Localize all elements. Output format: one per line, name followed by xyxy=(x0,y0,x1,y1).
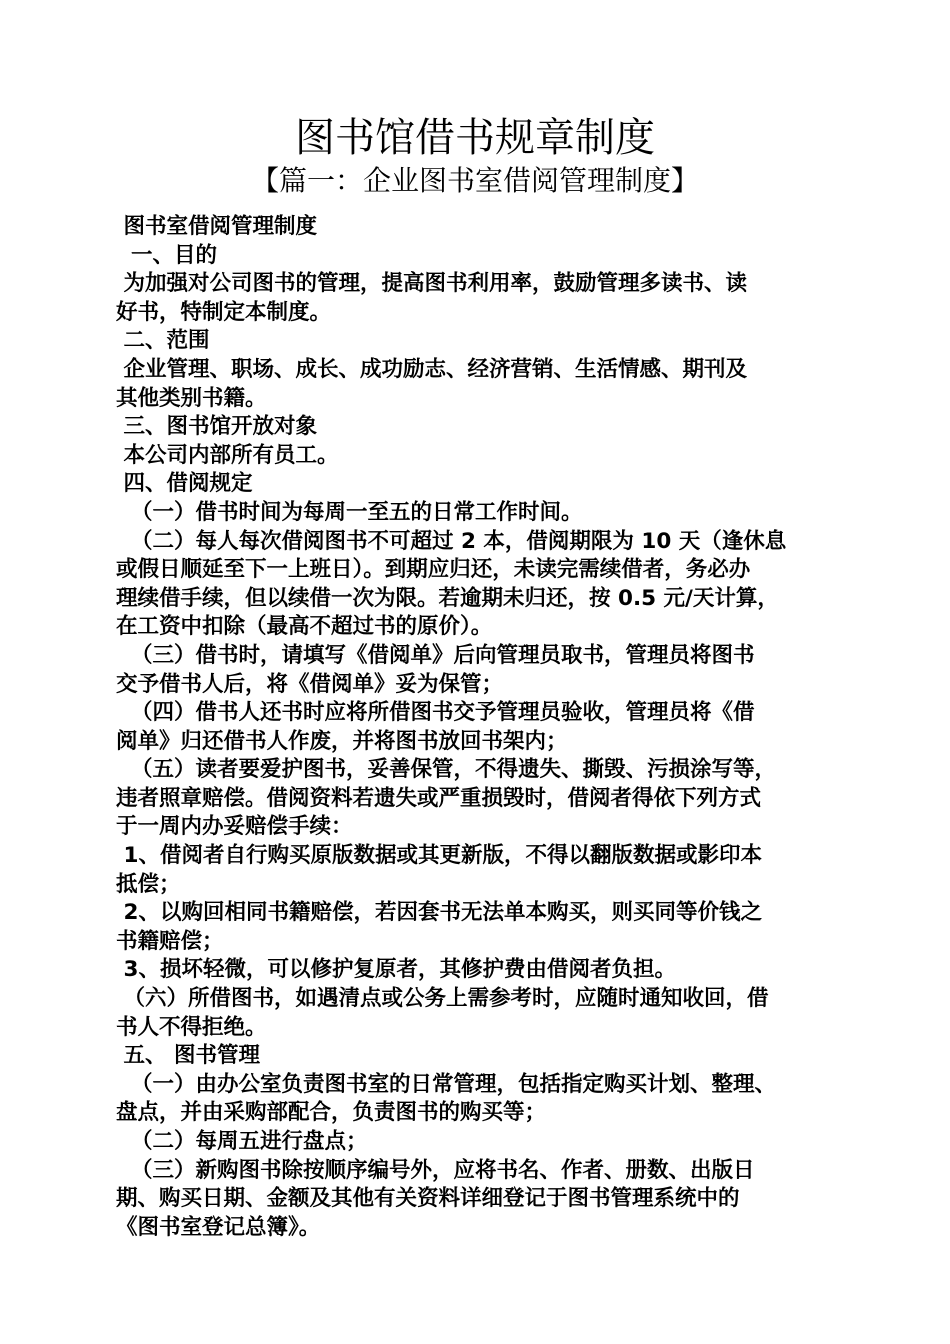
paragraph-line: （二）每周五进行盘点； xyxy=(116,1129,368,1154)
paragraph-line: 《图书室登记总簿》。 xyxy=(116,1214,321,1240)
paragraph-line: 1、借阅者自行购买原版数据或其更新版，不得以翻版数据或影印本 xyxy=(116,843,762,869)
paragraph-line: 为加强对公司图书的管理，提高图书利用率，鼓励管理多读书、读 xyxy=(116,271,747,297)
paragraph-line: （六）所借图书，如遇清点或公务上需参考时，应随时通知收回，借 xyxy=(116,986,769,1012)
paragraph-line: 抵偿； xyxy=(116,871,181,897)
paragraph-line: 五、 图书管理 xyxy=(116,1043,260,1069)
paragraph-line: 图书室借阅管理制度 xyxy=(116,214,317,239)
paragraph-line: 书人不得拒绝。 xyxy=(116,1014,267,1040)
paragraph-line: 交予借书人后，将《借阅单》妥为保管； xyxy=(116,671,504,697)
paragraph-line: 理续借手续，但以续借一次为限。若逾期未归还，按 0.5 元/天计算， xyxy=(116,585,779,611)
paragraph-line: （五）读者要爱护图书，妥善保管，不得遗失、撕毁、污损涂写等， xyxy=(116,757,776,783)
paragraph-line: 本公司内部所有员工。 xyxy=(116,442,339,468)
document-body xyxy=(116,213,838,1242)
paragraph-line: 好书，特制定本制度。 xyxy=(116,299,332,325)
paragraph-line: 或假日顺延至下一上班日）。到期应归还，未读完需续借者，务必办 xyxy=(116,557,751,583)
paragraph-line: 于一周内办妥赔偿手续： xyxy=(116,814,353,840)
paragraph-line: 期、购买日期、金额及其他有关资料详细登记于图书管理系统中的 xyxy=(116,1186,740,1212)
paragraph-line: 二、范围 xyxy=(116,328,210,354)
paragraph-line: （三）借书时，请填写《借阅单》后向管理员取书，管理员将图书 xyxy=(116,642,755,668)
paragraph-line: 企业管理、职场、成长、成功励志、经济营销、生活情感、期刊及 xyxy=(116,356,747,382)
document-subtitle: 【篇一：企业图书室借阅管理制度】 xyxy=(250,164,699,197)
paragraph-line: （一）由办公室负责图书室的日常管理，包括指定购买计划、整理、 xyxy=(116,1071,776,1097)
paragraph-line: （一）借书时间为每周一至五的日常工作时间。 xyxy=(116,499,583,525)
paragraph-line: 2、以购回相同书籍赔偿，若因套书无法单本购买，则买同等价钱之 xyxy=(116,900,762,926)
paragraph-line: 其他类别书籍。 xyxy=(116,385,267,411)
paragraph-line: （四）借书人还书时应将所借图书交予管理员验收，管理员将《借 xyxy=(116,700,755,726)
paragraph-line: 盘点，并由采购部配合，负责图书的购买等； xyxy=(116,1100,547,1126)
paragraph-line: 阅单》归还借书人作废，并将图书放回书架内； xyxy=(116,728,568,754)
paragraph-line: 三、图书馆开放对象 xyxy=(116,414,317,440)
paragraph-line: 3、损坏轻微，可以修护复原者，其修护费由借阅者负担。 xyxy=(116,957,676,983)
paragraph-line: 违者照章赔偿。借阅资料若遗失或严重损毁时，借阅者得依下列方式 xyxy=(116,785,762,811)
paragraph-line: 书籍赔偿； xyxy=(116,928,224,954)
paragraph-line: 在工资中扣除（最高不超过书的原价）。 xyxy=(116,614,493,640)
document-title: 图书馆借书规章制度 xyxy=(295,115,655,161)
paragraph-line: （三）新购图书除按顺序编号外，应将书名、作者、册数、出版日 xyxy=(116,1157,755,1183)
paragraph-line: 一、目的 xyxy=(116,242,217,268)
paragraph-line: 四、借阅规定 xyxy=(116,471,253,497)
paragraph-line: （二）每人每次借阅图书不可超过 2 本，借阅期限为 10 天（逢休息 xyxy=(116,528,787,554)
